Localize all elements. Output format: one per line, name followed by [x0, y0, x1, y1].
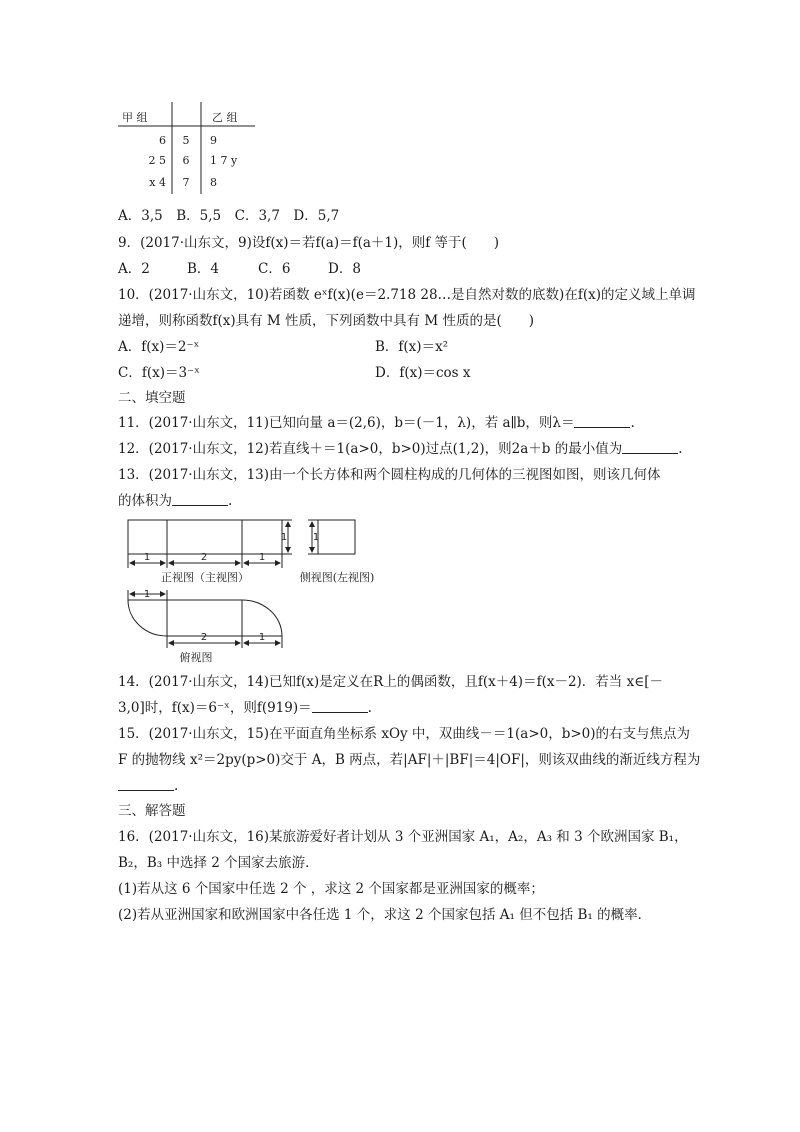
- stem-row1-left: 6: [159, 134, 166, 147]
- q9-option-a: A．2: [118, 261, 150, 277]
- q9-option-d: D．8: [328, 261, 361, 277]
- stem-header-left: 甲 组: [122, 111, 148, 124]
- stem-row2-left: 2 5: [148, 154, 166, 167]
- front-dim-left: 1: [143, 552, 151, 563]
- q8-options: A．3,5 B．5,5 C．3,7 D．5,7: [118, 208, 340, 224]
- q9-option-c: C．6: [258, 261, 291, 277]
- section-fill-in-heading: 二、填空题: [118, 390, 186, 406]
- q11-line: 11．(2017·山东文，11)已知向量 a＝(2,6)，b＝(－1，λ)，若 a∥b，则λ＝ .: [118, 415, 635, 431]
- stem-row1-right: 9: [210, 134, 217, 147]
- q10-option-c: C．f(x)＝3⁻ˣ: [118, 365, 200, 381]
- q10-line2: 递增，则称函数f(x)具有 M 性质，下列函数中具有 M 性质的是( ): [118, 313, 534, 329]
- top-dim-right: 1: [258, 632, 266, 643]
- stem-row2-stem: 6: [182, 154, 190, 167]
- top-view: [128, 589, 282, 664]
- stem-row3-stem: 7: [182, 176, 190, 189]
- q14-line1: 14．(2017·山东文，14)已知f(x)是定义在R上的偶函数，且f(x＋4)＝f(x－2)．若当 x∈[－: [118, 674, 663, 690]
- front-view-caption: 正视图（主视图）: [161, 571, 249, 584]
- front-dim-middle: 2: [200, 552, 208, 563]
- q10-line1: 10．(2017·山东文，10)若函数 eˣf(x)(e＝2.718 28…是自然对数的底数)在f(x)的定义域上单调: [118, 287, 696, 303]
- q14-answer-blank: [312, 700, 368, 713]
- section-answer-heading: 三、解答题: [118, 803, 186, 819]
- q15-answer-blank: [118, 778, 174, 791]
- q16-line1: 16．(2017·山东文，16)某旅游爱好者计划从 3 个亚洲国家 A₁，A₂，A₃ 和 3 个欧洲国家 B₁，: [118, 829, 688, 845]
- side-view: [300, 520, 375, 584]
- q16-part1: (1)若从这 6 个国家中任选 2 个 ，求这 2 个国家都是亚洲国家的概率；: [118, 881, 544, 897]
- front-dim-right: 1: [258, 552, 266, 563]
- q10-option-b: B．f(x)＝x²: [375, 339, 449, 355]
- side-view-caption: 侧视图(左视图): [299, 571, 375, 584]
- q12-line: 12．(2017·山东文，12)若直线＋＝1(a>0，b>0)过点(1,2)，则2a＋b 的最小值为 .: [118, 441, 683, 457]
- q15-line3: .: [118, 777, 178, 795]
- q16-line2: B₂，B₃ 中选择 2 个国家去旅游．: [118, 855, 319, 871]
- stem-row3-right: 8: [210, 176, 217, 189]
- q10-option-d: D．f(x)＝cos x: [375, 365, 471, 381]
- stem-row1-stem: 5: [182, 134, 190, 147]
- q12-text: 12．(2017·山东文，12)若直线＋＝1(a>0，b>0)过点(1,2)，则2a＋b 的最小值为: [118, 441, 623, 457]
- top-dim-middle: 2: [200, 632, 208, 643]
- top-view-caption: 俯视图: [179, 651, 213, 664]
- q16-part2: (2)若从亚洲国家和欧洲国家中各任选 1 个，求这 2 个国家包括 A₁ 但不包括 B₁ 的概率．: [118, 907, 652, 923]
- stem-row2-right: 1 7 y: [210, 154, 238, 167]
- top-dim-left: 1: [143, 589, 151, 600]
- q15-line1: 15．(2017·山东文，15)在平面直角坐标系 xOy 中，双曲线－＝1(a>0，b>0)的右支与焦点为: [118, 726, 691, 742]
- q11-text: 11．(2017·山东文，11)已知向量 a＝(2,6)，b＝(－1，λ)，若 a∥b，则λ＝: [118, 415, 575, 431]
- side-dim-height: 1: [312, 532, 320, 543]
- q13-line1: 13．(2017·山东文，13)由一个长方体和两个圆柱构成的几何体的三视图如图，则该几何体: [118, 467, 661, 483]
- q13-text: 的体积为: [118, 493, 172, 509]
- front-dim-height: 1: [280, 532, 288, 543]
- q15-line2: F 的抛物线 x²＝2py(p>0)交于 A，B 两点，若|AF|＋|BF|＝4|OF|，则该双曲线的渐近线方程为: [118, 752, 701, 768]
- stem-header-right: 乙 组: [212, 111, 238, 124]
- q9-text: 9．(2017·山东文，9)设f(x)＝若f(a)＝f(a＋1)，则f 等于( ): [118, 235, 500, 251]
- q13-line2: 的体积为 .: [118, 493, 233, 509]
- q10-option-a: A．f(x)＝2⁻ˣ: [118, 339, 200, 355]
- q14-line2: 3,0]时，f(x)＝6⁻ˣ，则f(919)＝ .: [118, 700, 372, 716]
- stem-row3-left: x 4: [149, 176, 166, 189]
- q14-text: 3,0]时，f(x)＝6⁻ˣ，则f(919)＝: [118, 700, 312, 716]
- q9-option-b: B．4: [187, 261, 220, 277]
- front-view: [128, 520, 292, 584]
